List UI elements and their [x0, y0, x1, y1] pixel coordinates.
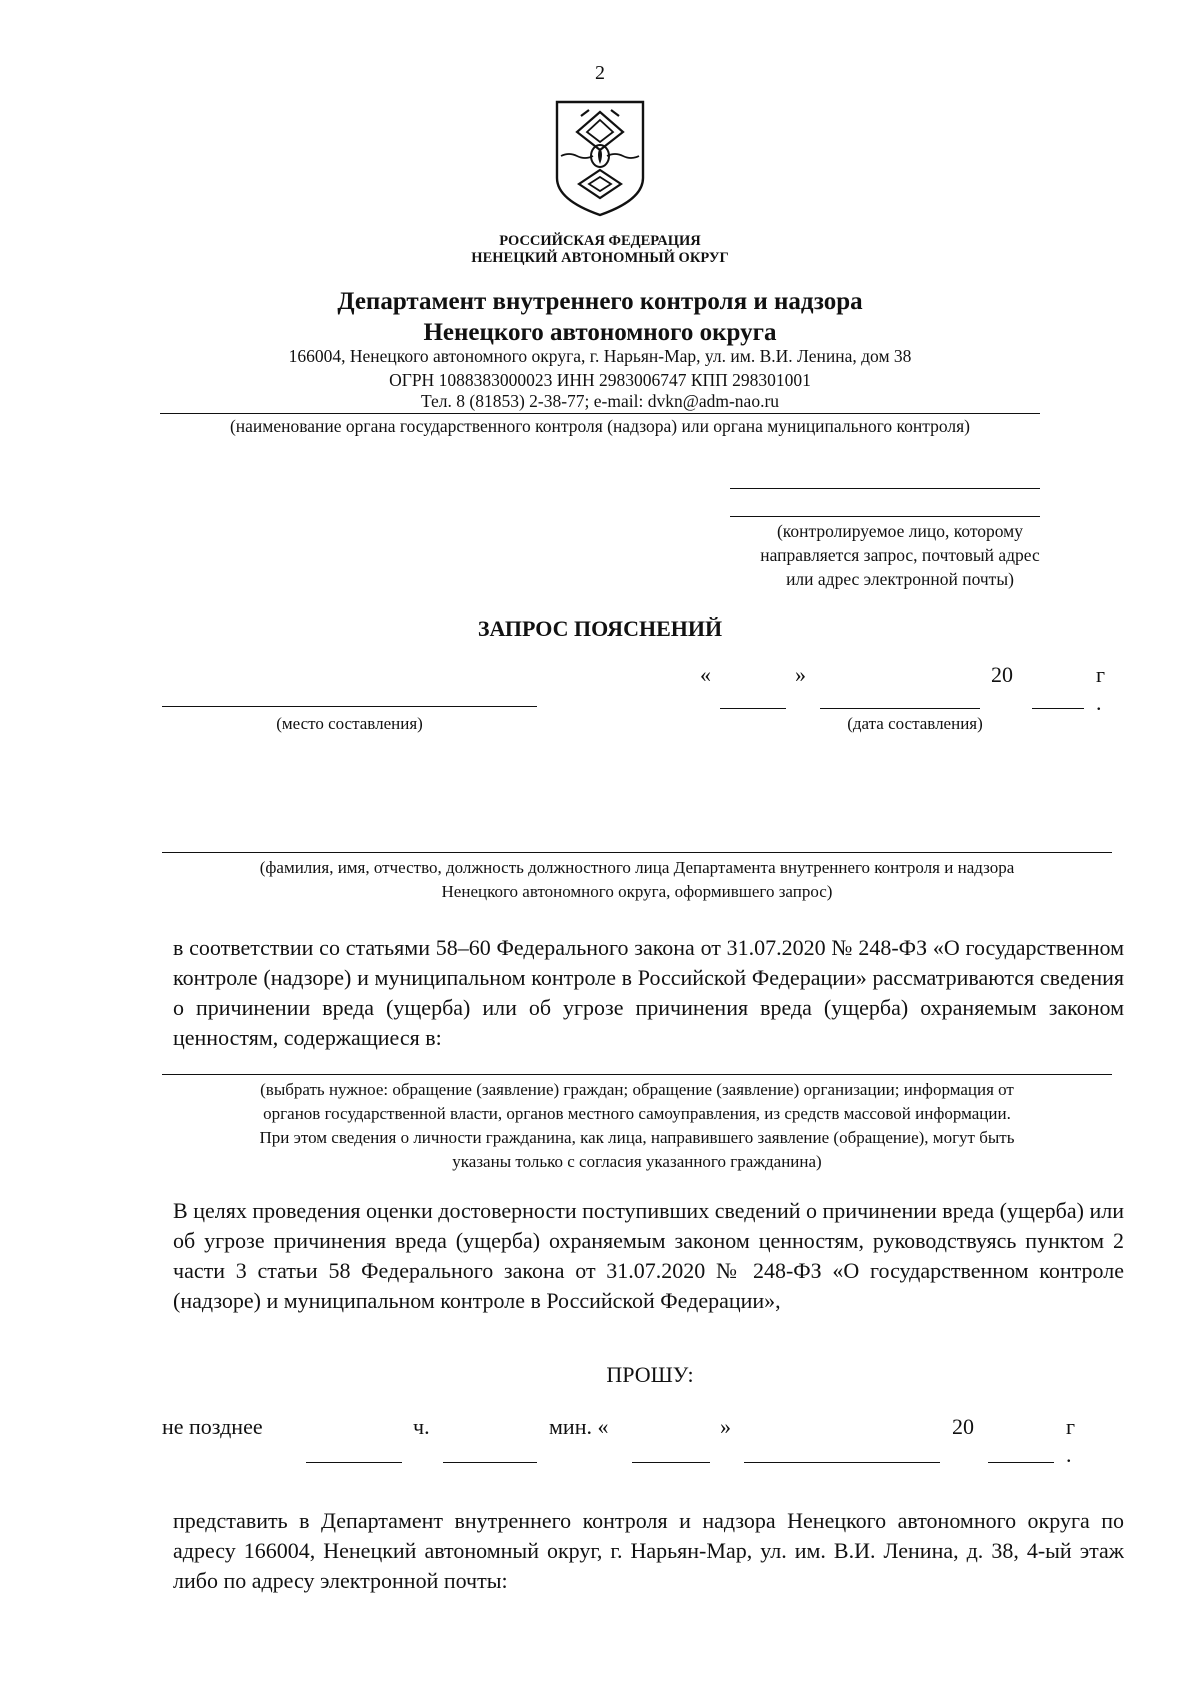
deadline-month-line — [744, 1462, 940, 1463]
deadline-year-prefix: 20 — [952, 1414, 974, 1439]
deadline-minutes-label: мин. « — [549, 1414, 609, 1439]
request-word: ПРОШУ: — [606, 1362, 694, 1387]
place-line — [162, 706, 537, 707]
recipient-caption-line3: или адрес электронной почты) — [786, 569, 1014, 589]
submission-paragraph: представить в Департамент внутреннего контроля и надзора Ненецкого автономного округа по адресу 166004, Ненецкий автономный округ, г. Нарьян-Мар, ул. им. В.И. Ленина, д. 38, 4-ый этаж либо по адресу электронной почты: — [173, 1508, 1124, 1593]
month-line — [820, 708, 980, 709]
official-caption-line1: (фамилия, имя, отчество, должность должностного лица Департамента внутреннего контроля и надзора — [259, 858, 1015, 877]
recipient-caption-line2: направляется запрос, почтовый адрес — [760, 545, 1040, 565]
date-quote-close: » — [795, 662, 806, 687]
source-caption-line3: При этом сведения о личности гражданина, как лица, направившего заявление (обращение), могут быть — [259, 1128, 1015, 1147]
organization-requisites: ОГРН 1088383000023 ИНН 2983006747 КПП 298301001 — [389, 370, 811, 390]
document-title: ЗАПРОС ПОЯСНЕНИЙ — [477, 616, 723, 641]
deadline-minutes-line — [443, 1462, 537, 1463]
deadline-hours-line — [306, 1462, 402, 1463]
page-number: 2 — [595, 62, 605, 84]
official-line — [162, 852, 1112, 853]
recipient-line-1 — [730, 488, 1040, 489]
date-dot: . — [1096, 690, 1102, 715]
deadline-dot: . — [1066, 1442, 1072, 1467]
coat-of-arms-emblem — [553, 98, 647, 218]
source-caption-line2: органов государственной власти, органов местного самоуправления, из средств массовой информации. — [263, 1104, 1011, 1123]
day-line — [720, 708, 786, 709]
organization-title-line2: Ненецкого автономного округа — [423, 319, 777, 346]
recipient-line-2 — [730, 516, 1040, 517]
country-name: РОССИЙСКАЯ ФЕДЕРАЦИЯ — [499, 233, 701, 249]
evaluation-paragraph: В целях проведения оценки достоверности поступивших сведений о причинении вреда (ущерба) или об угрозе причинения вреда (ущерба) охраняемым законом ценностям, руководствуясь пунктом 2 части 3 статьи 58 Федерального закона от 31.07.2020 № 248-ФЗ «О государственном контроле (надзоре) и муниципальном контроле в Российской Федерации», — [173, 1198, 1124, 1313]
year-line — [1032, 708, 1084, 709]
deadline-hours-label: ч. — [413, 1414, 430, 1439]
deadline-quote-close: » — [720, 1414, 731, 1439]
source-caption-line1: (выбрать нужное: обращение (заявление) граждан; обращение (заявление) организации; информация от — [260, 1080, 1014, 1099]
legal-basis-paragraph: в соответствии со статьями 58–60 Федерального закона от 31.07.2020 № 248-ФЗ «О государственном контроле (надзоре) и муниципальном контроле в Российской Федерации» рассматриваются сведения о причинении вреда (ущерба) или об угрозе причинения вреда (ущерба) охраняемым законом ценностям, содержащиеся в: — [173, 935, 1124, 1050]
date-caption: (дата составления) — [847, 714, 983, 733]
deadline-year-suffix: г — [1066, 1414, 1076, 1439]
organization-title-line1: Департамент внутреннего контроля и надзора — [337, 288, 863, 315]
official-caption-line2: Ненецкого автономного округа, оформившего запрос) — [441, 882, 833, 901]
deadline-day-line — [632, 1462, 710, 1463]
organization-caption: (наименование органа государственного контроля (надзора) или органа муниципального контроля) — [229, 416, 971, 436]
organization-contacts: Тел. 8 (81853) 2-38-77; e-mail: dvkn@adm-nao.ru — [420, 391, 780, 411]
date-year-suffix: г — [1096, 662, 1106, 687]
place-caption: (место составления) — [276, 714, 423, 733]
recipient-caption-line1: (контролируемое лицо, которому — [776, 521, 1024, 541]
source-line — [162, 1074, 1112, 1075]
deadline-label: не позднее — [162, 1414, 263, 1439]
date-quote-open: « — [700, 662, 711, 687]
region-name: НЕНЕЦКИЙ АВТОНОМНЫЙ ОКРУГ — [471, 250, 729, 266]
date-year-prefix: 20 — [991, 662, 1013, 687]
organization-address: 166004, Ненецкого автономного округа, г. Нарьян-Мар, ул. им. В.И. Ленина, дом 38 — [288, 346, 912, 366]
deadline-year-line — [988, 1462, 1054, 1463]
source-caption-line4: указаны только с согласия указанного гражданина) — [452, 1152, 822, 1171]
